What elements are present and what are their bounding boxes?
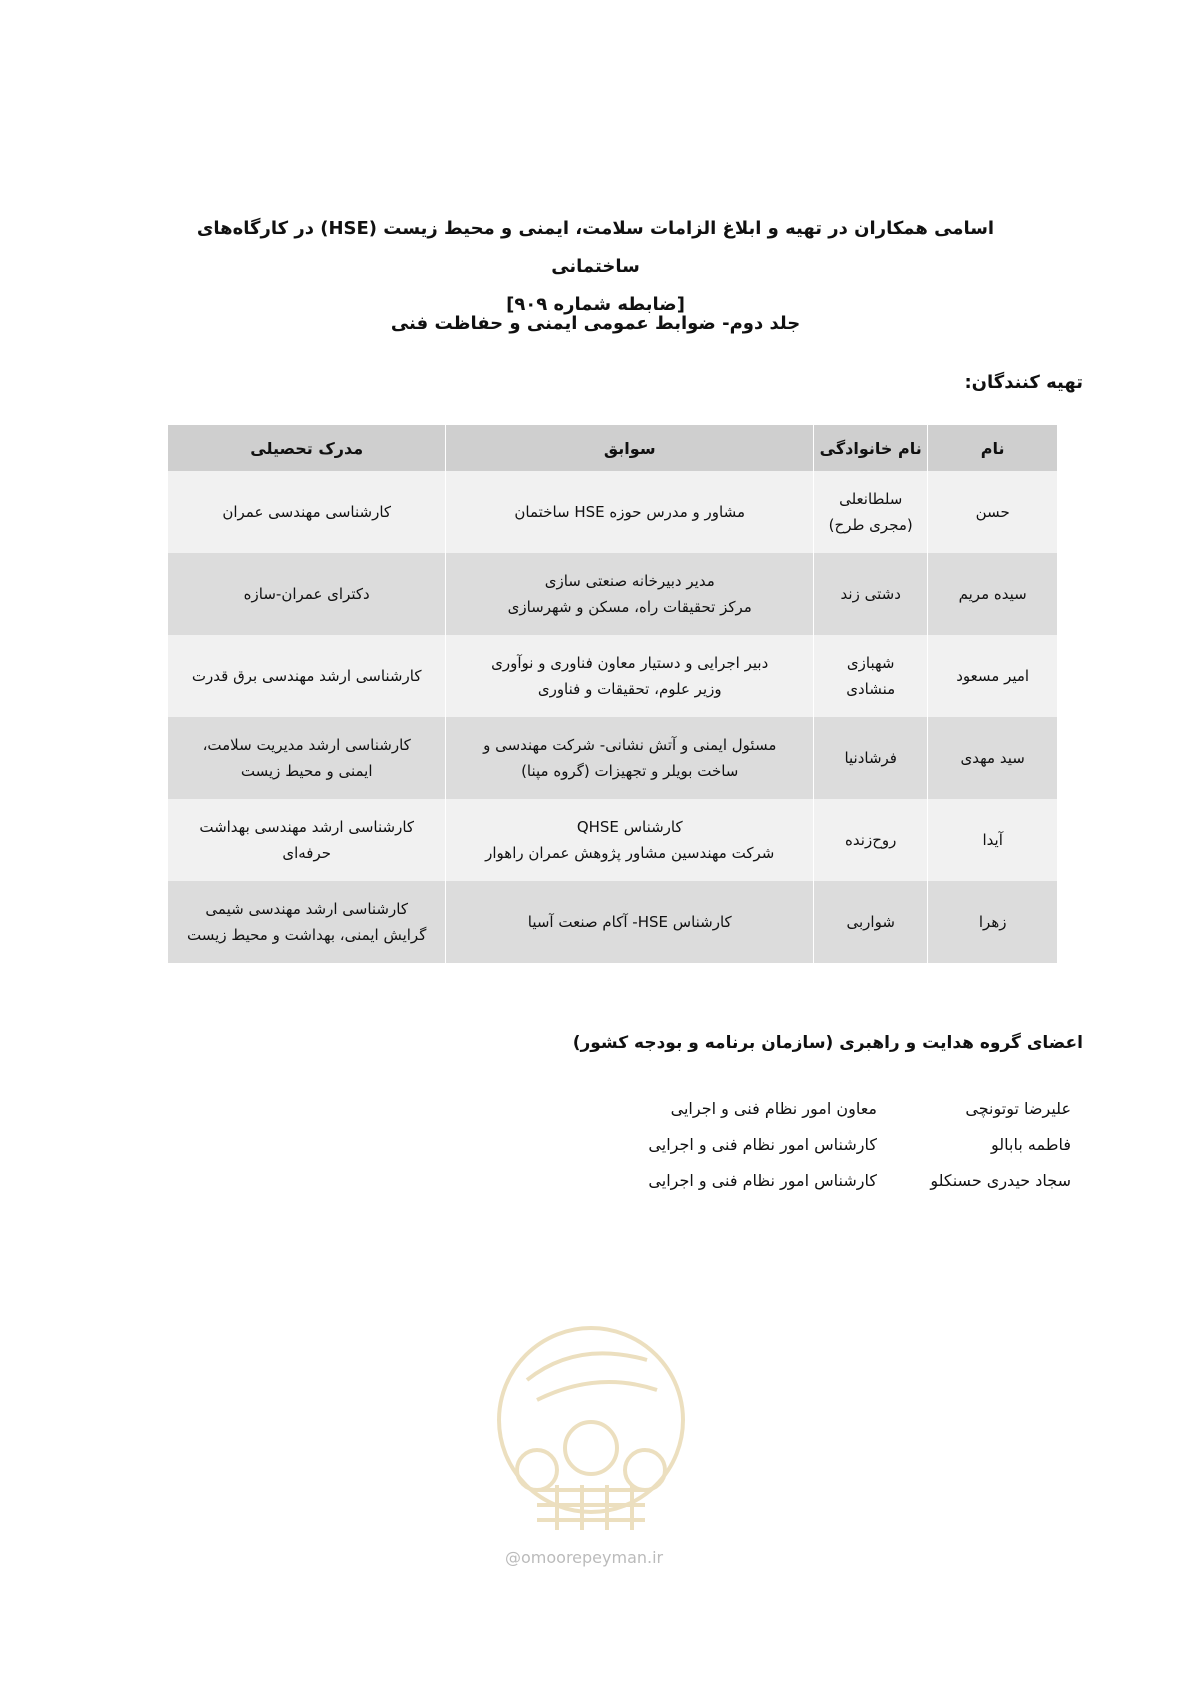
prepared-by-label: تهیه کنندگان: [964, 372, 1083, 393]
table-row [168, 635, 1057, 717]
header-record: سوابق [446, 425, 814, 471]
table-row [168, 553, 1057, 635]
cell-family: فرشادنیا [814, 717, 928, 799]
cell-family: روح‌زنده [814, 799, 928, 881]
member-role: کارشناس امور نظام فنی و اجرایی [648, 1134, 877, 1154]
header-family: نام خانوادگی [814, 425, 928, 471]
cell-degree: دکترای عمران-سازه [168, 553, 446, 635]
preparers-table [168, 425, 1057, 963]
member-role: کارشناس امور نظام فنی و اجرایی [648, 1170, 877, 1190]
list-item [571, 1162, 1071, 1198]
cell-name: آیدا [928, 799, 1057, 881]
table-row [168, 471, 1057, 553]
cell-degree: کارشناسی ارشد مهندسی شیمی گرایش ایمنی، بهداشت و محیط زیست [168, 881, 446, 963]
title-line-2: [ضابطه شماره ۹۰۹] [506, 294, 685, 315]
cell-degree: کارشناسی ارشد مهندسی برق قدرت [168, 635, 446, 717]
title-line-1: اسامی همکاران در تهیه و ابلاغ الزامات سلامت، ایمنی و محیط زیست (HSE) در کارگاه‌های ساختمانی [196, 218, 995, 277]
cell-record: مشاور و مدرس حوزه HSE ساختمان [446, 471, 814, 553]
member-role: معاون امور نظام فنی و اجرایی [670, 1098, 877, 1118]
member-name: علیرضا توتونچی [965, 1098, 1071, 1118]
cell-name: زهرا [928, 881, 1057, 963]
cell-name: امیر مسعود [928, 635, 1057, 717]
member-name: سجاد حیدری حسنکلو [930, 1170, 1071, 1190]
document-subtitle: جلد دوم- ضوابط عمومی ایمنی و حفاظت فنی [390, 313, 801, 334]
table-header-row [168, 425, 1057, 471]
table-row [168, 799, 1057, 881]
header-name: نام [928, 425, 1057, 471]
cell-degree: کارشناسی ارشد مدیریت سلامت، ایمنی و محیط زیست [168, 717, 446, 799]
cell-degree: کارشناسی مهندسی عمران [168, 471, 446, 553]
table-row [168, 881, 1057, 963]
cell-name: سیده مریم [928, 553, 1057, 635]
list-item [571, 1126, 1071, 1162]
header-degree: مدرک تحصیلی [168, 425, 446, 471]
cell-name: حسن [928, 471, 1057, 553]
watermark-url: @omoorepeyman.ir [505, 1548, 664, 1567]
cell-name: سید مهدی [928, 717, 1057, 799]
member-name: فاطمه بابالو [991, 1134, 1071, 1154]
cell-record: مسئول ایمنی و آتش نشانی- شرکت مهندسی و ساخت بویلر و تجهیزات (گروه مپنا) [446, 717, 814, 799]
guidance-members-list [571, 1090, 1071, 1198]
list-item [571, 1090, 1071, 1126]
cell-record: کارشناس HSE- آکام صنعت آسیا [446, 881, 814, 963]
cell-record: کارشناس QHSE شرکت مهندسین مشاور پژوهش عمران راهوار [446, 799, 814, 881]
cell-family: شهبازی منشادی [814, 635, 928, 717]
cell-family: سلطانعلی (مجری طرح) [814, 471, 928, 553]
table-row [168, 717, 1057, 799]
cell-record: مدیر دبیرخانه صنعتی سازی مرکز تحقیقات راه، مسکن و شهرسازی [446, 553, 814, 635]
watermark-logo [487, 1320, 695, 1570]
guidance-group-title: اعضای گروه هدایت و راهبری (سازمان برنامه و بودجه کشور) [572, 1033, 1083, 1053]
cell-family: دشتی زند [814, 553, 928, 635]
document-title [150, 210, 1041, 324]
cell-degree: کارشناسی ارشد مهندسی بهداشت حرفه‌ای [168, 799, 446, 881]
cell-record: دبیر اجرایی و دستیار معاون فناوری و نوآوری وزیر علوم، تحقیقات و فناوری [446, 635, 814, 717]
cell-family: شواربی [814, 881, 928, 963]
